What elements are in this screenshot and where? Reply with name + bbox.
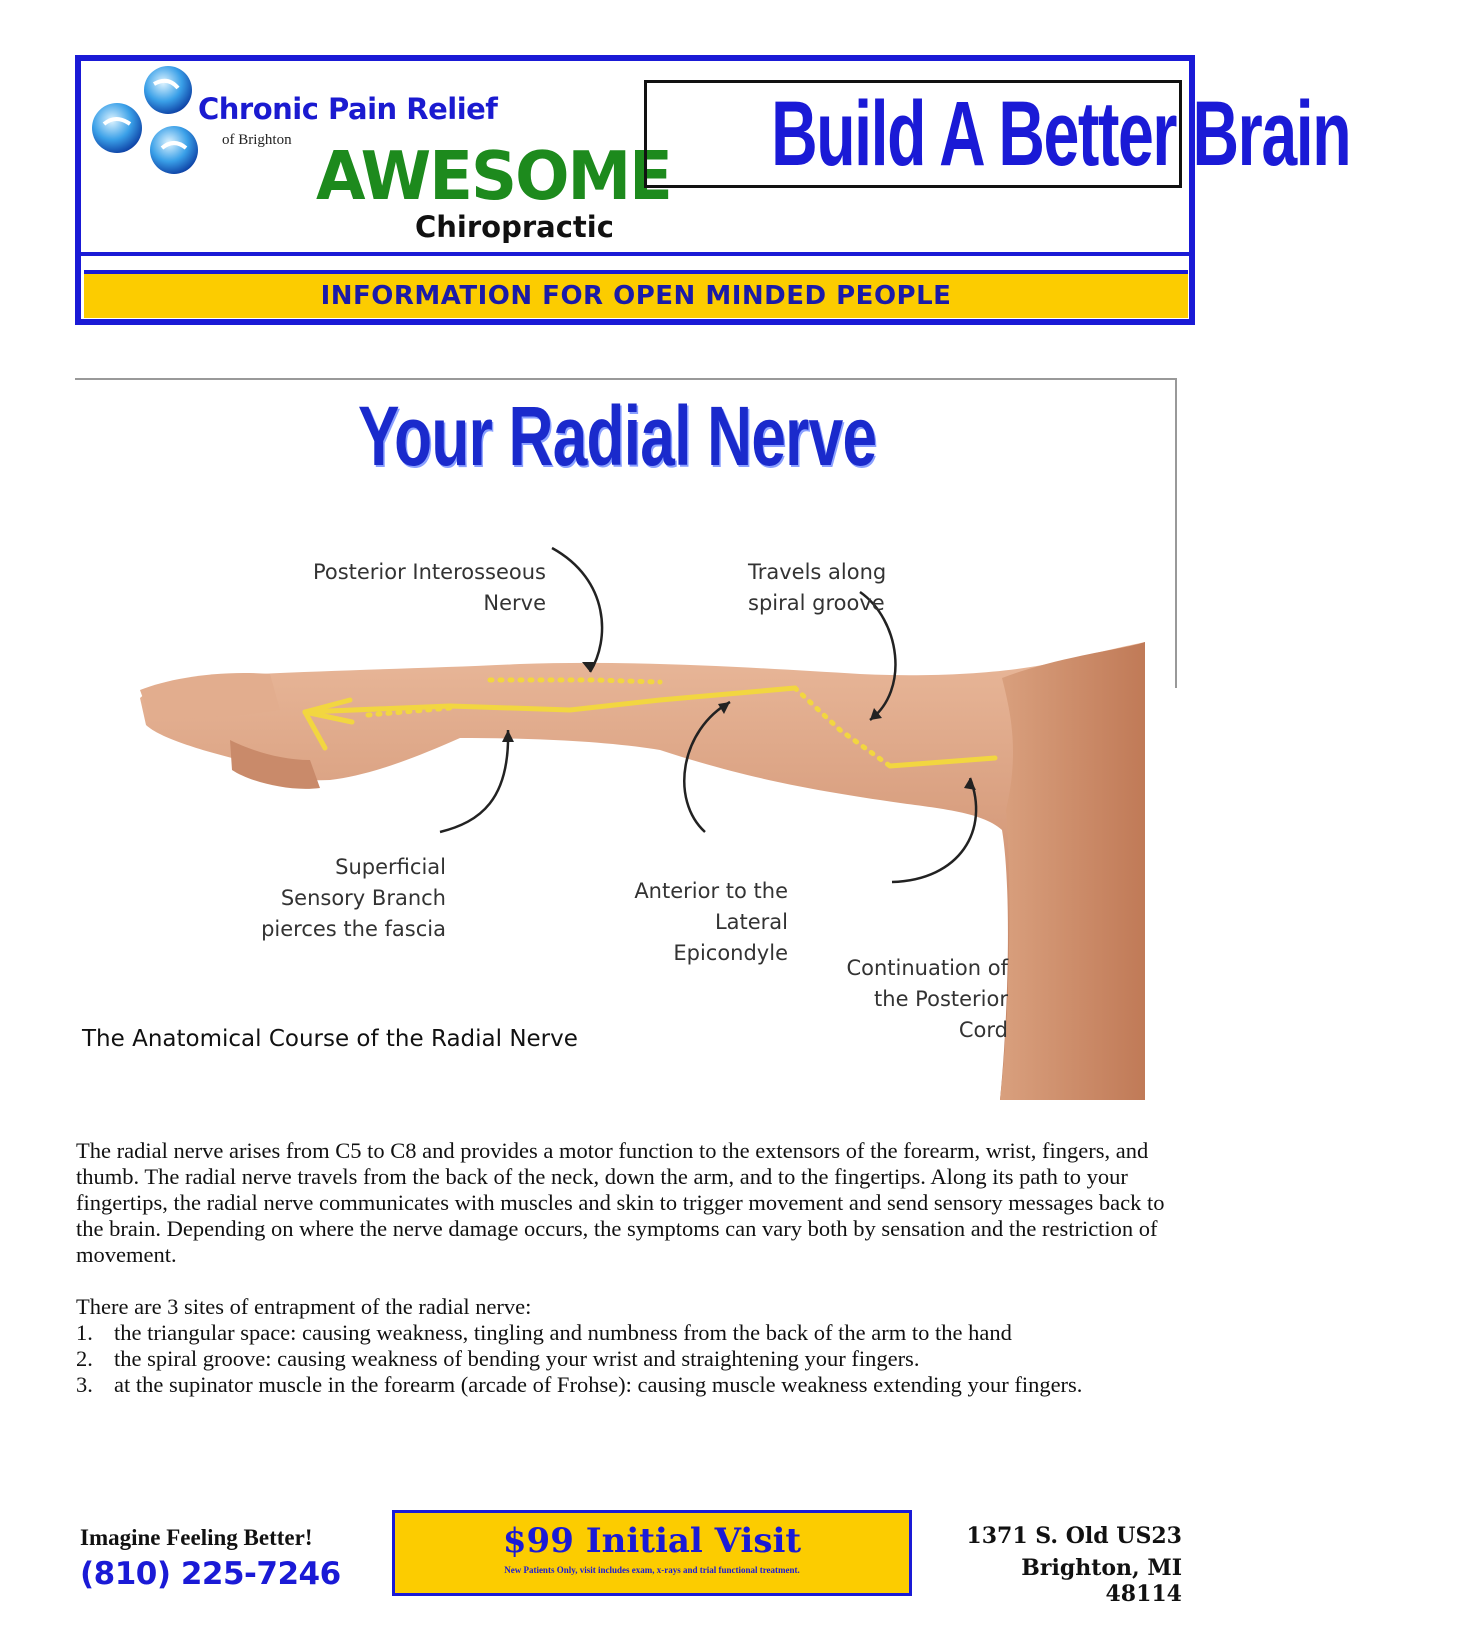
label-anterior-epicondyle (630, 876, 788, 969)
sites-list (76, 1320, 1188, 1398)
list-text: at the supinator muscle in the forearm (arcade of Frohse): causing muscle weakness extending your fingers. (114, 1372, 1083, 1397)
footer-tagline: Imagine Feeling Better! (80, 1525, 313, 1550)
label-posterior-interosseous (300, 557, 546, 619)
label-line: Nerve (483, 591, 546, 615)
label-line: Posterior Interosseous (312, 560, 546, 584)
label-line: Sensory Branch (280, 886, 446, 910)
label-line: Anterior to the (634, 879, 788, 903)
label-line: Cord (958, 1018, 1008, 1042)
article-body (76, 1138, 1188, 1398)
address-line-2: Brighton, MI 48114 (1021, 1555, 1182, 1607)
arm-illustration (140, 560, 1185, 1100)
headline: Build A Better Brain (771, 83, 1351, 185)
label-spiral-groove (748, 557, 898, 619)
headline-box (644, 80, 1351, 188)
list-item (76, 1346, 1188, 1372)
figure-title: Your Radial Nerve (358, 389, 877, 483)
intro-paragraph: The radial nerve arises from C5 to C8 and provides a motor function to the extensors of the forearm, wrist, fingers, and thumb. The radial nerve travels from the back of the neck, down the arm, and to the fingertips. Along its path to your fingertips, the radial nerve communicates with muscles and skin to trigger movement and send sensory messages back to the brain. Depending on where the nerve damage occurs, the symptoms can vary both by sensation and the restriction of movement. (76, 1138, 1165, 1267)
label-line: the Posterior (874, 987, 1008, 1011)
list-item (76, 1320, 1188, 1346)
offer-note: New Patients Only, visit includes exam, x-rays and trial functional treatment. (504, 1565, 800, 1575)
list-text: the triangular space: causing weakness, tingling and numbness from the back of the arm to the hand (114, 1320, 1012, 1345)
brand-chiropractic: Chiropractic (415, 210, 614, 244)
label-line: Continuation of (846, 956, 1008, 980)
label-line: spiral groove (748, 591, 885, 615)
address-line-1: 1371 S. Old US23 (966, 1523, 1182, 1549)
phone-number[interactable]: (810) 225-7246 (80, 1556, 341, 1592)
label-line: Lateral (714, 910, 788, 934)
list-number: 1. (76, 1320, 93, 1345)
sites-intro: There are 3 sites of entrapment of the radial nerve: (76, 1294, 532, 1319)
label-line: Travels along (748, 560, 887, 584)
list-item (76, 1372, 1188, 1398)
figure-caption: The Anatomical Course of the Radial Nerve (82, 1026, 578, 1052)
label-line: Epicondyle (673, 941, 788, 965)
list-text: the spiral groove: causing weakness of bending your wrist and straightening your fingers. (114, 1346, 920, 1371)
label-line: Superficial (335, 855, 446, 879)
offer-box (392, 1510, 912, 1596)
brand-awesome: AWESOME (316, 138, 671, 216)
logo-location: of Brighton (222, 132, 292, 148)
banner-text: INFORMATION FOR OPEN MINDED PEOPLE (320, 281, 952, 311)
offer-title: $99 Initial Visit (502, 1521, 802, 1561)
logo-circles-icon (92, 66, 202, 178)
list-number: 2. (76, 1346, 93, 1371)
list-number: 3. (76, 1372, 93, 1397)
label-posterior-cord (843, 953, 1008, 1046)
logo-title: Chronic Pain Relief (198, 92, 498, 126)
info-banner (84, 270, 1188, 318)
label-superficial-sensory (256, 852, 446, 945)
header-divider (81, 252, 1189, 256)
label-line: pierces the fascia (261, 917, 446, 941)
figure-border (75, 378, 1177, 380)
